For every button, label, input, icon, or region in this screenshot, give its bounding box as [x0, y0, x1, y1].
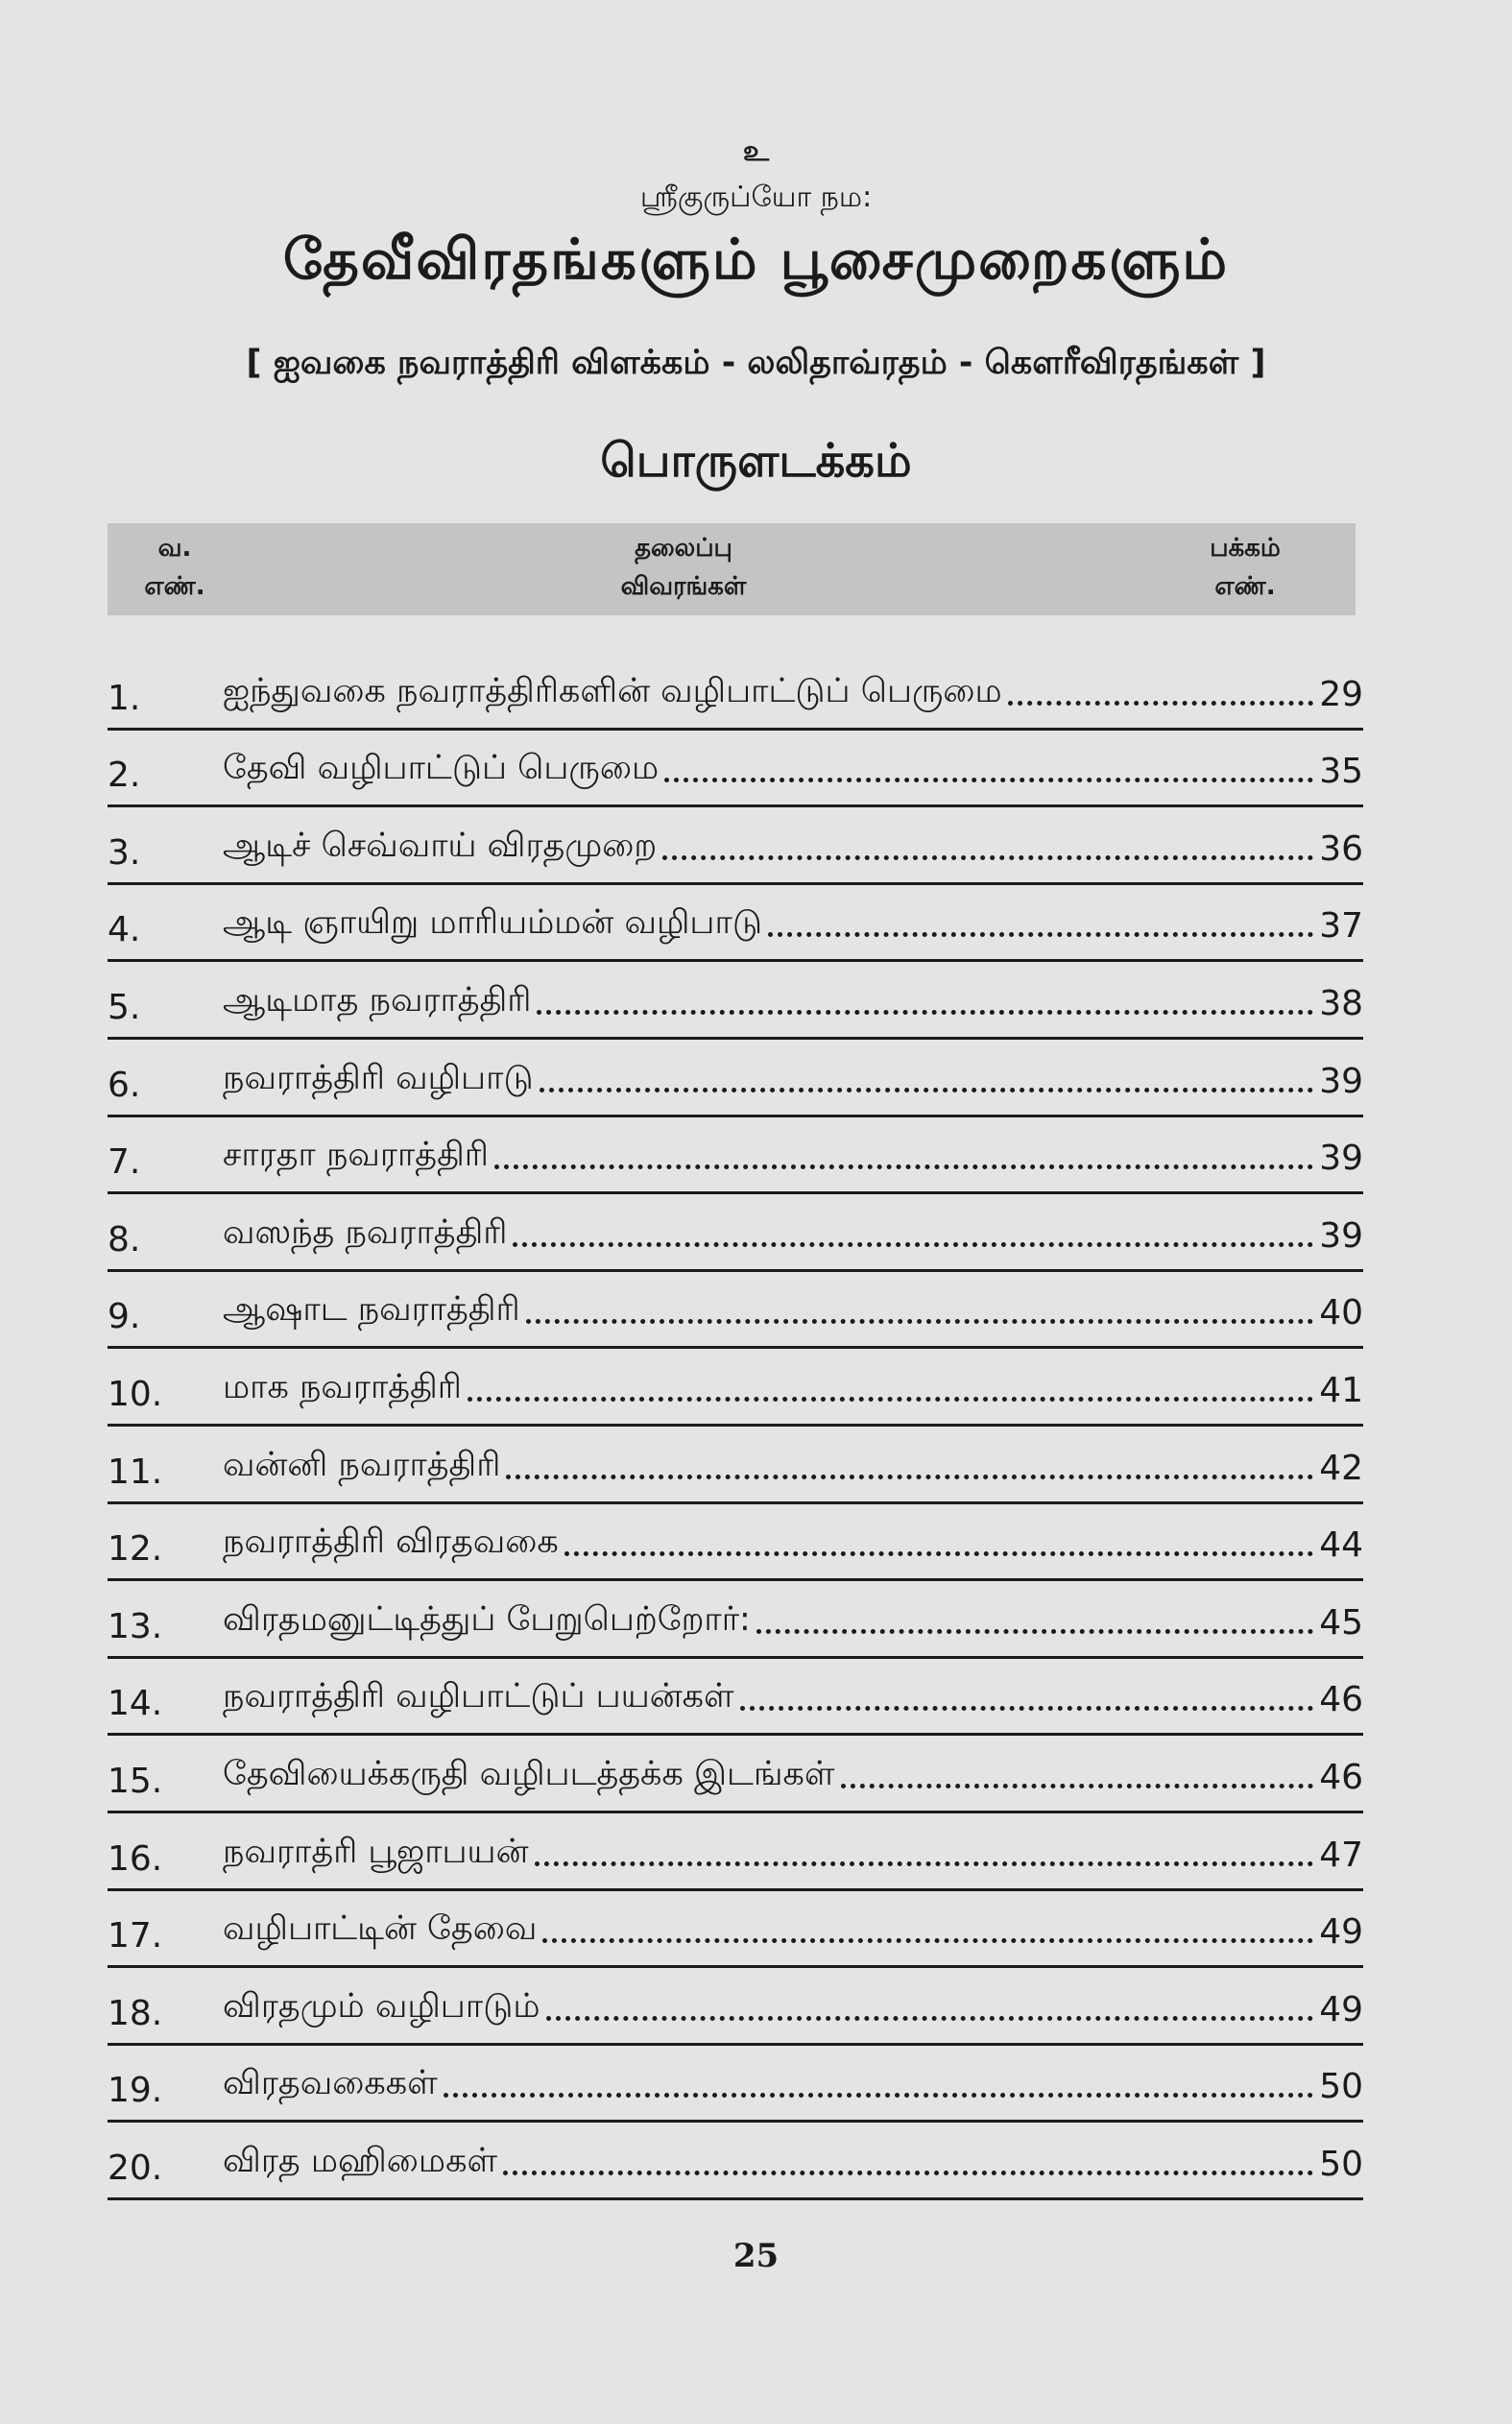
toc-row [108, 1736, 1363, 1813]
entry-number: 3. [108, 832, 141, 873]
toc-row [108, 653, 1363, 731]
toc-row [108, 1427, 1363, 1504]
entry-title: வன்னி நவராத்திரி [223, 1445, 501, 1484]
entry-title: ஆஷாட நவராத்திரி [223, 1290, 520, 1330]
entry-title: நவராத்திரி வழிபாட்டுப் பயன்கள் [223, 1677, 734, 1716]
entry-line [223, 1987, 1363, 2029]
header-col-number: வ. எண். [144, 534, 205, 601]
entry-page: 38 [1319, 983, 1363, 1023]
toc-row [108, 1272, 1363, 1350]
entry-line [223, 1136, 1363, 1178]
entry-page: 40 [1319, 1293, 1363, 1333]
auspicious-mark: உ [742, 134, 770, 168]
dot-leader [503, 2171, 1313, 2175]
book-title: தேவீவிரதங்களும் பூசைமுறைகளும் [282, 227, 1230, 292]
entry-number: 6. [108, 1065, 141, 1105]
header-col-page: பக்கம் எண். [1210, 534, 1281, 601]
toc-row [108, 1117, 1363, 1195]
entry-number: 15. [108, 1761, 163, 1801]
toc-row [108, 807, 1363, 885]
toc-row [108, 1194, 1363, 1272]
entry-title: நவராத்ரி பூஜாபயன் [223, 1832, 529, 1871]
header-col-title: தலைப்பு விவரங்கள் [620, 534, 747, 601]
entry-line [223, 1059, 1363, 1101]
toc-list [108, 653, 1363, 2200]
entry-page: 41 [1319, 1370, 1363, 1410]
entry-number: 4. [108, 910, 141, 950]
page-number: 25 [732, 2237, 780, 2275]
dot-leader [768, 932, 1313, 937]
toc-row [108, 2046, 1363, 2124]
dot-leader [542, 1938, 1313, 1943]
toc-row [108, 2123, 1363, 2200]
toc-row [108, 885, 1363, 963]
dot-leader [506, 1475, 1313, 1479]
entry-line [223, 1523, 1363, 1565]
entry-title: ஆடிமாத நவராத்திரி [223, 980, 532, 1020]
entry-line [223, 1833, 1363, 1875]
dot-leader [662, 855, 1313, 860]
entry-page: 49 [1319, 1912, 1363, 1953]
entry-page: 46 [1319, 1680, 1363, 1720]
entry-title: தேவி வழிபாட்டுப் பெருமை [223, 749, 660, 788]
entry-number: 7. [108, 1142, 141, 1183]
entry-number: 17. [108, 1916, 163, 1956]
entry-page: 39 [1319, 1061, 1363, 1101]
entry-title: ஐந்துவகை நவராத்திரிகளின் வழிபாட்டுப் பெருமை [223, 671, 1002, 710]
dot-leader [664, 778, 1313, 782]
dot-leader [513, 1242, 1313, 1247]
toc-row [108, 1504, 1363, 1582]
entry-page: 42 [1319, 1448, 1363, 1488]
entry-number: 13. [108, 1606, 163, 1646]
entry-page: 35 [1319, 752, 1363, 792]
entry-title: நவராத்திரி வழிபாடு [223, 1058, 534, 1097]
entry-page: 49 [1319, 1989, 1363, 2029]
dot-leader [1008, 701, 1313, 706]
dot-leader [841, 1784, 1314, 1788]
entry-page: 44 [1319, 1525, 1363, 1566]
entry-title: விரதமனுட்டித்துப் பேறுபெற்றோர்: [223, 1599, 751, 1639]
entry-title: ஆடி ஞாயிறு மாரியம்மன் வழிபாடு [223, 903, 762, 943]
entry-number: 1. [108, 678, 141, 718]
entry-title: விரதவகைகள் [223, 2064, 438, 2103]
entry-number: 18. [108, 1993, 163, 2033]
entry-line [223, 672, 1363, 714]
entry-line [223, 1909, 1363, 1952]
entry-number: 9. [108, 1297, 141, 1337]
entry-line [223, 1677, 1363, 1719]
contents-heading: பொருளடக்கம் [600, 434, 912, 488]
entry-title: சாரதா நவராத்திரி [223, 1136, 489, 1175]
entry-line [223, 1600, 1363, 1643]
entry-number: 2. [108, 756, 141, 796]
dot-leader [468, 1397, 1313, 1402]
entry-number: 10. [108, 1374, 163, 1414]
entry-page: 50 [1319, 2067, 1363, 2107]
entry-title: ஆடிச் செவ்வாய் விரதமுறை [223, 826, 658, 865]
entry-page: 29 [1319, 674, 1363, 714]
entry-page: 45 [1319, 1602, 1363, 1643]
invocation-line: ஸ்ரீகுருப்யோ நம: [639, 180, 873, 214]
entry-title: விரதமும் வழிபாடும் [223, 1986, 540, 2026]
entry-line [223, 827, 1363, 869]
dot-leader [756, 1629, 1313, 1634]
entry-line [223, 749, 1363, 791]
toc-row [108, 731, 1363, 808]
entry-line [223, 2064, 1363, 2106]
dot-leader [740, 1706, 1314, 1711]
entry-title: மாக நவராத்திரி [223, 1367, 462, 1406]
book-subtitle: [ ஐவகை நவராத்திரி விளக்கம் - லலிதாவ்ரதம் - கௌரீவிரதங்கள் ] [246, 344, 1266, 382]
toc-row [108, 1040, 1363, 1117]
entry-number: 20. [108, 2148, 163, 2188]
entry-page: 36 [1319, 828, 1363, 869]
toc-row [108, 1813, 1363, 1891]
entry-line [223, 1213, 1363, 1256]
entry-line [223, 981, 1363, 1023]
toc-row [108, 1349, 1363, 1427]
entry-title: வழிபாட்டின் தேவை [223, 1909, 538, 1949]
dot-leader [540, 1088, 1314, 1092]
toc-row [108, 1659, 1363, 1737]
entry-line [223, 903, 1363, 946]
dot-leader [564, 1551, 1313, 1556]
dot-leader [535, 1861, 1314, 1866]
entry-number: 8. [108, 1219, 141, 1260]
entry-page: 50 [1319, 2144, 1363, 2184]
entry-number: 11. [108, 1452, 163, 1492]
entry-page: 46 [1319, 1757, 1363, 1797]
table-header [108, 523, 1356, 615]
toc-row [108, 1581, 1363, 1659]
entry-line [223, 2142, 1363, 2184]
entry-line [223, 1368, 1363, 1410]
entry-number: 19. [108, 2071, 163, 2111]
entry-line [223, 1446, 1363, 1488]
dot-leader [444, 2093, 1314, 2098]
toc-row [108, 1968, 1363, 2046]
entry-number: 5. [108, 987, 141, 1027]
entry-title: வஸந்த நவராத்திரி [223, 1212, 508, 1252]
entry-page: 37 [1319, 906, 1363, 947]
dot-leader [526, 1319, 1314, 1324]
entry-line [223, 1290, 1363, 1332]
toc-row [108, 962, 1363, 1040]
entry-title: நவராத்திரி விரதவகை [223, 1523, 559, 1562]
entry-line [223, 1755, 1363, 1797]
entry-page: 39 [1319, 1139, 1363, 1179]
toc-row [108, 1891, 1363, 1969]
entry-title: விரத மஹிமைகள் [223, 2141, 498, 2180]
dot-leader [546, 2016, 1314, 2021]
entry-number: 14. [108, 1684, 163, 1724]
entry-page: 47 [1319, 1835, 1363, 1875]
entry-page: 39 [1319, 1215, 1363, 1256]
entry-number: 16. [108, 1838, 163, 1879]
dot-leader [494, 1164, 1313, 1169]
entry-title: தேவியைக்கருதி வழிபடத்தக்க இடங்கள் [223, 1754, 835, 1793]
entry-number: 12. [108, 1529, 163, 1570]
dot-leader [537, 1010, 1313, 1015]
